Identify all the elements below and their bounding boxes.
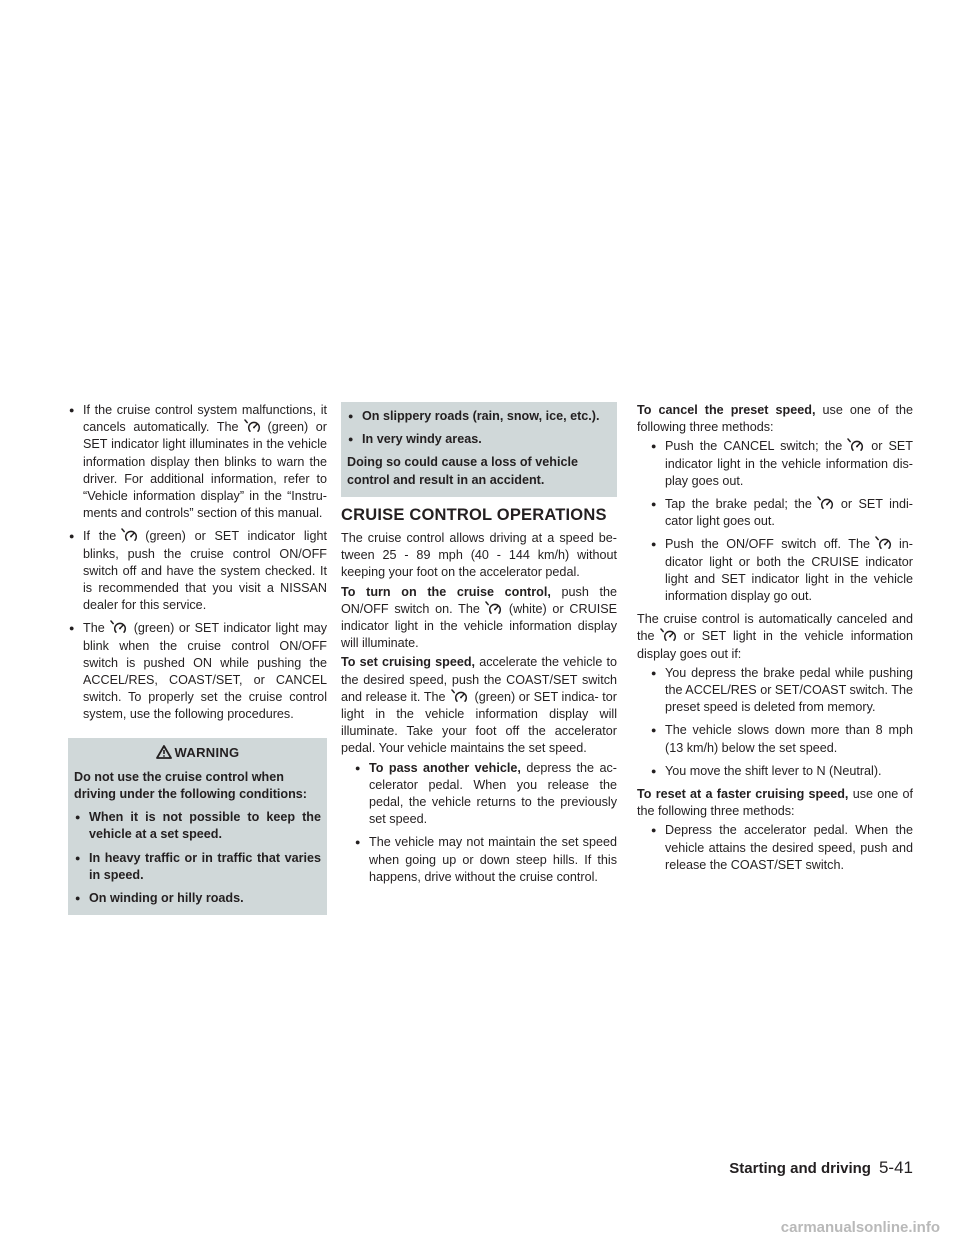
section-heading: CRUISE CONTROL OPERATIONS: [341, 505, 607, 524]
cruise-indicator-icon: [244, 419, 263, 433]
bullet-brake-pedal: ● Tap the brake pedal; the or SET indi- cator light goes out.: [650, 496, 913, 530]
bullet-pass-vehicle: ● To pass another vehicle, depress the ac- celerator pedal. When you release the pedal, the vehicle returns to the previously set speed.: [354, 760, 617, 829]
bullet-indicator-blinks: ● If the (green) or SET indicator light blinks, push the cruise control ON/OFF switch off and have the system checked. It is recommended that you visit a NISSAN dealer for this service.: [68, 528, 327, 614]
bullet-shift-neutral: ● You move the shift lever to N (Neutral).: [650, 763, 913, 780]
warning-title: WARNING: [174, 744, 240, 760]
paragraph-cancel: To cancel the preset speed, use one of the following three methods:: [637, 403, 913, 435]
cruise-indicator-icon: [485, 601, 504, 615]
column-right: [637, 402, 913, 880]
warning-header: [74, 744, 321, 761]
bullet-brake-while-pushing: ● You depress the brake pedal while pushing the ACCEL/RES or SET/COAST switch. The preset speed is deleted from memory.: [650, 665, 913, 717]
paragraph-turn-on: To turn on the cruise control, push the ON/OFF switch on. The (white) or CRUISE indicator light in the vehicle information display will illuminate.: [341, 584, 618, 651]
watermark: carmanualsonline.info: [780, 1219, 940, 1236]
page-footer: [729, 1158, 913, 1178]
paragraph-intro: The cruise control allows driving at a speed be- tween 25 - 89 mph (40 - 144 km/h) without keeping your foot on the accelerator pedal.: [341, 531, 617, 580]
warning-item: ● In very windy areas.: [347, 431, 611, 448]
column-left: [68, 402, 327, 915]
bullet-steep-hills: ● The vehicle may not maintain the set speed when going up or down steep hills. If this happens, drive without the cruise control.: [354, 834, 617, 886]
cruise-indicator-icon: [875, 536, 894, 550]
warning-item: ● When it is not possible to keep the vehicle at a set speed.: [74, 809, 321, 843]
bullet-indicator-may-blink: ● The (green) or SET indicator light may blink when the cruise control ON/OFF switch is pushed ON while pushing the ACCEL/RES, COAST/SET, or CANCEL switch. To properly set the cruise control system, use the following procedures.: [68, 620, 327, 723]
warning-item: ● In heavy traffic or in traffic that varies in speed.: [74, 850, 321, 884]
bullet-slows-down: ● The vehicle slows down more than 8 mph (13 km/h) below the set speed.: [650, 722, 913, 756]
warning-box-continued: [341, 402, 617, 497]
cruise-indicator-icon: [817, 496, 836, 510]
warning-item: ● On winding or hilly roads.: [74, 890, 321, 907]
warning-closing: Doing so could cause a loss of vehicle control and result in an accident.: [347, 455, 578, 487]
warning-intro: Do not use the cruise control when driving under the following conditions:: [74, 769, 307, 802]
cruise-indicator-icon: [121, 528, 140, 542]
paragraph-auto-cancel: The cruise control is automatically canceled and the or SET light in the vehicle information display goes out if:: [637, 612, 913, 661]
bullet-accelerator: ● Depress the accelerator pedal. When the vehicle attains the desired speed, push and release the COAST/SET switch.: [650, 822, 913, 874]
cruise-indicator-icon: [110, 620, 129, 634]
section-name: Starting and driving: [729, 1160, 871, 1177]
warning-box: [68, 738, 327, 916]
column-middle: [341, 402, 617, 892]
warning-item: ● On slippery roads (rain, snow, ice, etc.).: [347, 408, 611, 425]
page-number: 5-41: [878, 1158, 913, 1177]
warning-triangle-icon: [156, 745, 172, 759]
paragraph-reset: To reset at a faster cruising speed, use one of the following three methods:: [637, 787, 914, 819]
cruise-indicator-icon: [660, 628, 679, 642]
bullet-cancel-switch: ● Push the CANCEL switch; the or SET indicator light in the vehicle information dis- play goes out.: [650, 438, 913, 490]
cruise-indicator-icon: [451, 689, 470, 703]
bullet-onoff-off: ● Push the ON/OFF switch off. The in- dicator light or both the CRUISE indicator light and SET indicator light in the vehicle information display go out.: [650, 536, 913, 605]
bullet-malfunction: ● If the cruise control system malfunctions, it cancels automatically. The (green) or SET indicator light illuminates in the vehicle information display then blinks to warn the driver. For additional information, refer to “Vehicle information display” in the “Instru- ments and controls” section of this manual.: [68, 402, 327, 522]
cruise-indicator-icon: [847, 438, 866, 452]
paragraph-set-speed: To set cruising speed, accelerate the vehicle to the desired speed, push the COAST/SET switch and release it. The (green) or SET indica- tor light in the vehicle information display will illuminate. Take your foot off the accelerator pedal. Your vehicle maintains the set speed.: [341, 655, 618, 756]
